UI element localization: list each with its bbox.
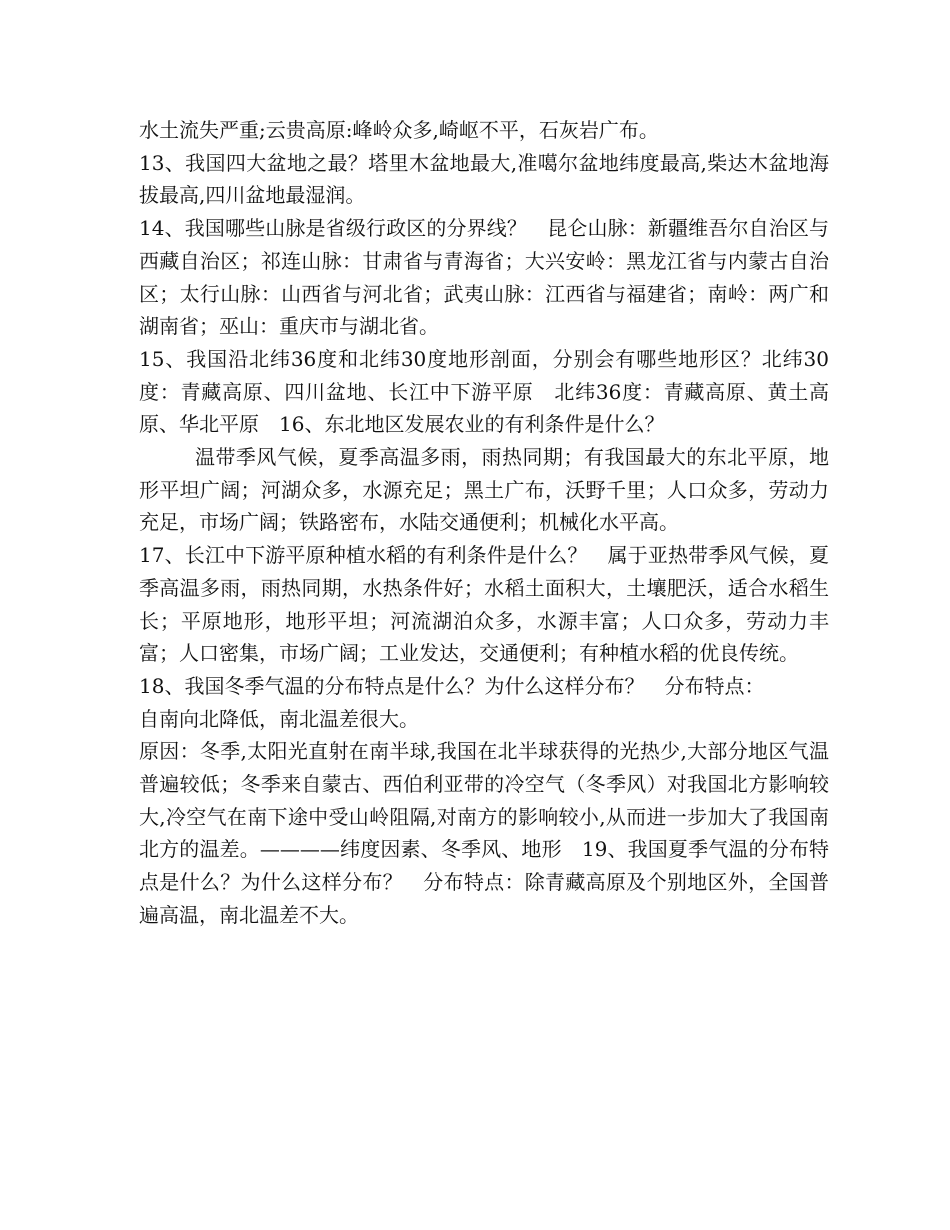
paragraph-q17-rice: 17、长江中下游平原种植水稻的有利条件是什么？ 属于亚热带季风气候，夏季高温多雨，雨热同期，水热条件好；水稻土面积大，土壤肥沃，适合水稻生长；平原地形，地形平坦；河流湖泊众多，水源丰富；人口众多，劳动力丰富；人口密集，市场广阔；工业发达，交通便利；有种植水稻的优良传统。 bbox=[139, 543, 829, 666]
paragraph-soil-erosion: 水土流失严重;云贵高原:峰岭众多,崎岖不平，石灰岩广布。 bbox=[139, 118, 659, 142]
paragraph-q15-q16-terrain: 15、我国沿北纬36度和北纬30度地形剖面，分别会有哪些地形区？北纬30度：青藏高原、四川盆地、长江中下游平原 北纬36度：青藏高原、黄土高原、华北平原 16、东北地区发展农业的有利条件是什么？ bbox=[139, 346, 829, 437]
paragraph-q18-feature: 自南向北降低，南北温差很大。 bbox=[139, 706, 419, 731]
document-body bbox=[139, 114, 829, 932]
paragraph-q13-basins: 13、我国四大盆地之最？塔里木盆地最大,准噶尔盆地纬度最高,柴达木盆地海拔最高,四川盆地最湿润。 bbox=[139, 150, 829, 208]
paragraph-q16-answer: 温带季风气候，夏季高温多雨，雨热同期；有我国最大的东北平原，地形平坦广阔；河湖众多，水源充足；黑土广布，沃野千里；人口众多，劳动力充足，市场广阔；铁路密布，水陆交通便利；机械化水平高。 bbox=[139, 445, 829, 535]
paragraph-q18-question: 18、我国冬季气温的分布特点是什么？为什么这样分布？ 分布特点： bbox=[139, 673, 765, 698]
paragraph-q18-reason-q19: 原因：冬季,太阳光直射在南半球,我国在北半球获得的光热少,大部分地区气温普遍较低；冬季来自蒙古、西伯利亚带的冷空气（冬季风）对我国北方影响较大,冷空气在南下途中受山岭阻隔,对南方的影响较小,从而进一步加大了我国南北方的温差。————纬度因素、冬季风、地形 19、我国夏季气温的分布特点是什么？为什么这样分布？ 分布特点：除青藏高原及个别地区外，全国普遍高温，南北温差不大。 bbox=[139, 739, 829, 927]
paragraph-q14-mountains: 14、我国哪些山脉是省级行政区的分界线？ 昆仑山脉：新疆维吾尔自治区与西藏自治区；祁连山脉：甘肃省与青海省；大兴安岭：黑龙江省与内蒙古自治区；太行山脉：山西省与河北省；武夷山脉：江西省与福建省；南岭：两广和湖南省；巫山：重庆市与湖北省。 bbox=[139, 216, 829, 339]
